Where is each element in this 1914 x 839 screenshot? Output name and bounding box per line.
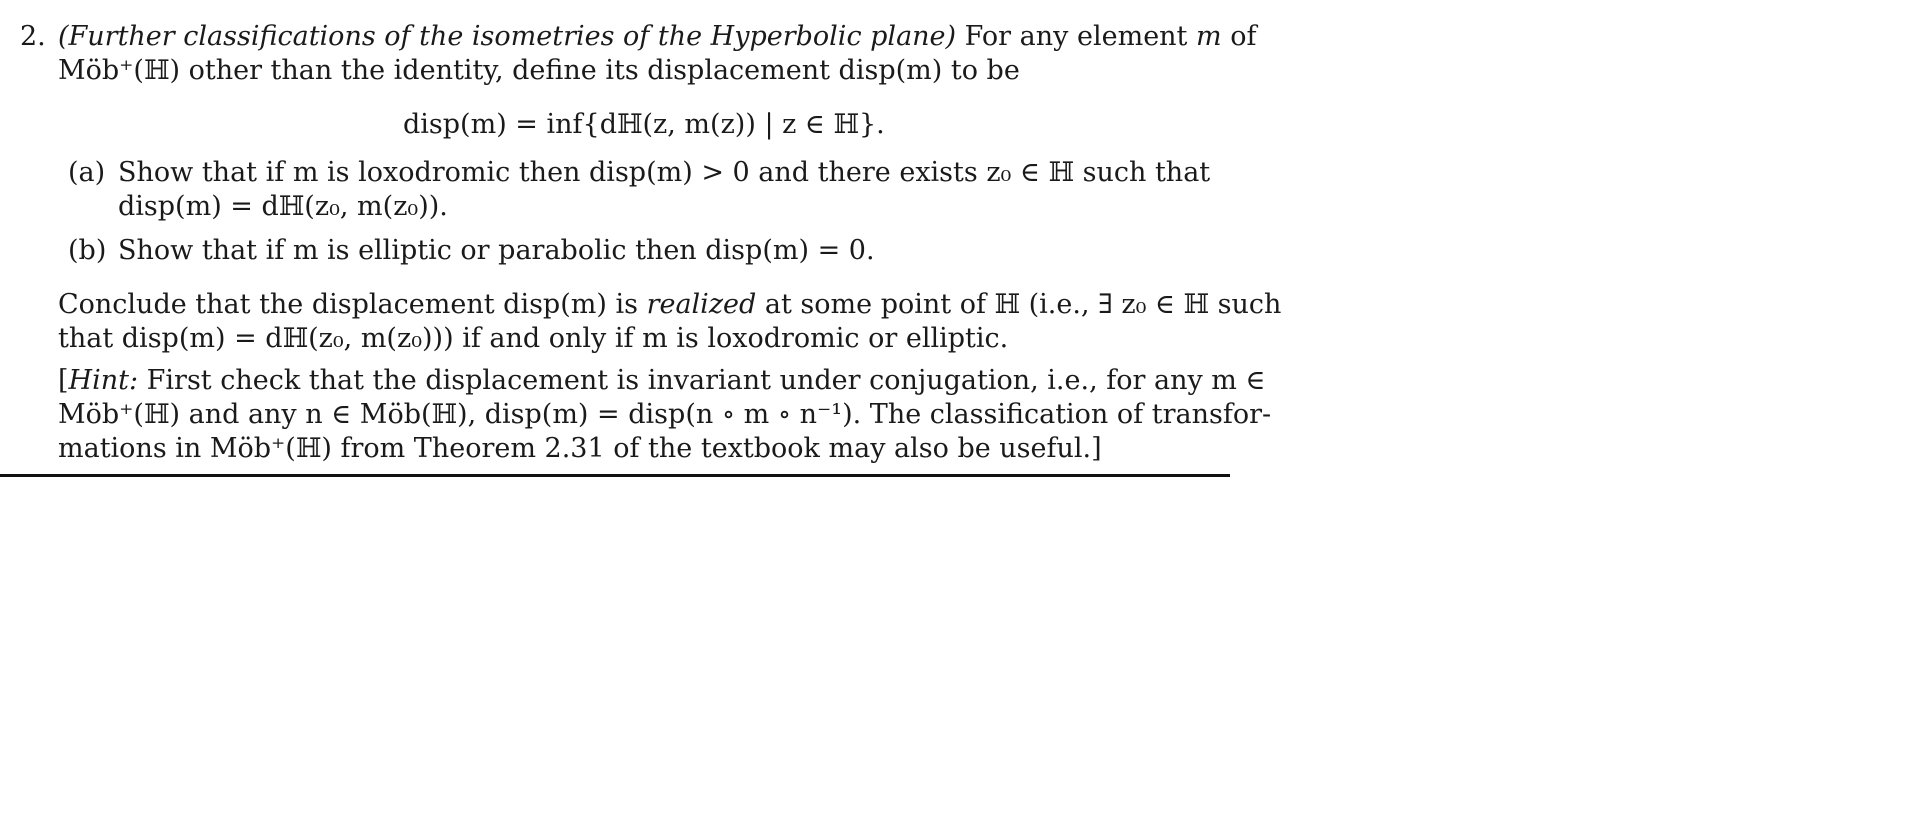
problem-number: 2. <box>20 21 46 52</box>
horizontal-rule <box>0 474 1230 477</box>
hint-line-1 <box>58 364 1266 398</box>
hint-line-2: Möb⁺(ℍ) and any n ∈ Möb(ℍ), disp(m) = disp(n ∘ m ∘ n⁻¹). The classification of transfor- <box>58 399 1272 430</box>
problem-intro-line-1 <box>58 20 1257 54</box>
conclusion-post: at some point of ℍ (i.e., ∃ z₀ ∈ ℍ such <box>764 289 1282 320</box>
intro-variable: m <box>1196 21 1222 52</box>
intro-text: For any element <box>964 21 1188 52</box>
problem-title: (Further classifications of the isometries of the Hyperbolic plane) <box>58 21 957 52</box>
intro-of: of <box>1230 21 1257 52</box>
conclusion-line-2: that disp(m) = dℍ(z₀, m(z₀))) if and only if m is loxodromic or elliptic. <box>58 323 1009 354</box>
display-formula: disp(m) = inf{dℍ(z, m(z)) | z ∈ ℍ}. <box>403 109 885 140</box>
conclusion-line-1 <box>58 288 1282 322</box>
hint-line-3: mations in Möb⁺(ℍ) from Theorem 2.31 of the textbook may also be useful.] <box>58 433 1102 464</box>
hint-label: Hint: <box>68 365 139 396</box>
problem-intro-line-2: Möb⁺(ℍ) other than the identity, define its displacement disp(m) to be <box>58 55 1020 86</box>
part-b-line-1: Show that if m is elliptic or parabolic then disp(m) = 0. <box>118 235 875 266</box>
conclusion-pre: Conclude that the displacement disp(m) is <box>58 289 638 320</box>
part-a-line-2: disp(m) = dℍ(z₀, m(z₀)). <box>118 191 448 222</box>
part-a-label: (a) <box>68 157 106 188</box>
part-a-line-1: Show that if m is loxodromic then disp(m) > 0 and there exists z₀ ∈ ℍ such that <box>118 157 1211 188</box>
part-b-label: (b) <box>68 235 107 266</box>
hint-line-1-text: First check that the displacement is invariant under conjugation, i.e., for any m ∈ <box>146 365 1266 396</box>
conclusion-realized: realized <box>646 289 757 320</box>
hint-bracket: [ <box>58 365 69 396</box>
